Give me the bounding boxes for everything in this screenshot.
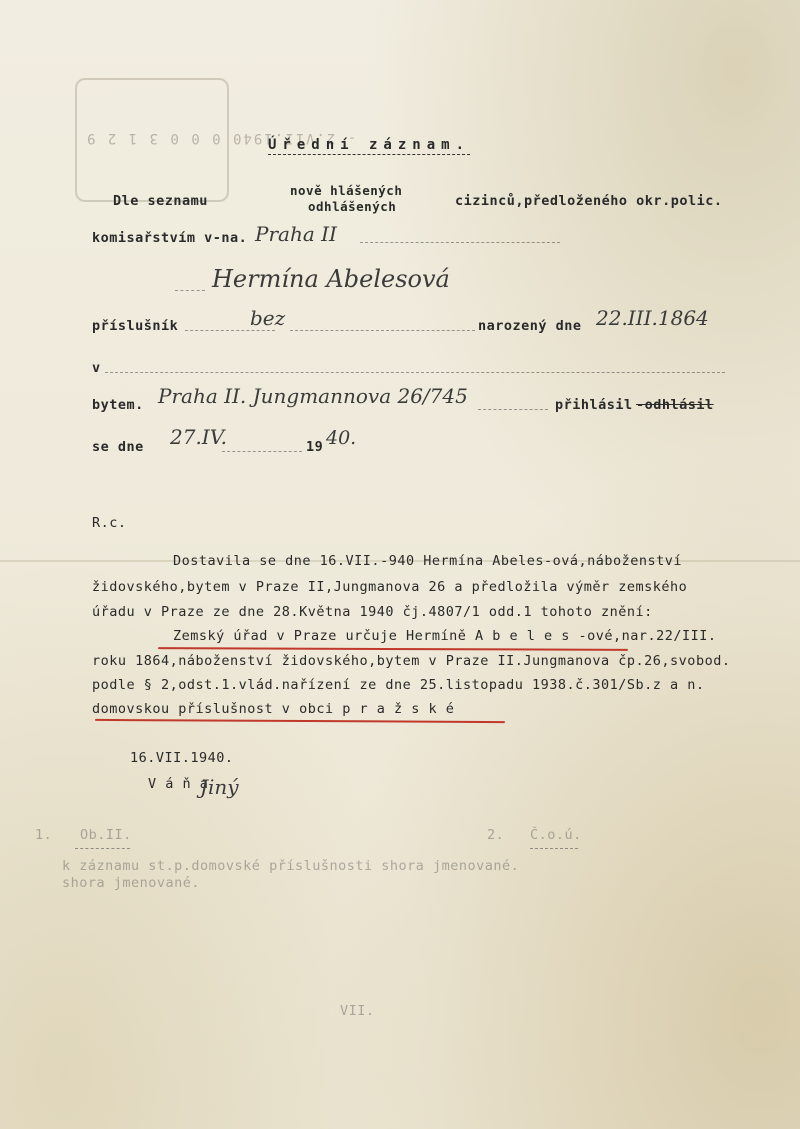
commissariat-label: komisařstvím v-na. — [92, 230, 248, 246]
footer-number-1: 1. — [35, 827, 53, 843]
residence-handwritten: Praha II. Jungmannova 26/745 — [158, 384, 468, 408]
closing-date: 16.VII.1940. — [130, 750, 234, 766]
fill-line — [290, 330, 475, 331]
red-underline-2 — [95, 719, 505, 723]
body-line-3: úřadu v Praze ze dne 28.Května 1940 čj.4807/1 odd.1 tohoto znění: — [92, 604, 653, 620]
commissariat-handwritten: Praha II — [255, 222, 337, 246]
red-underline-1 — [158, 647, 628, 651]
footer-dash — [530, 848, 578, 849]
body-line-2: židovského,bytem v Praze II,Jungmanova 26 a předložila výměr zemského — [92, 579, 688, 595]
body-line-6: podle § 2,odst.1.vlád.nařízení ze dne 25.listopadu 1938.č.301/Sb.z a n. — [92, 677, 705, 693]
residence-label: bytem. — [92, 397, 144, 413]
fill-line — [360, 242, 560, 243]
date-label: se dne — [92, 439, 144, 455]
fill-line — [478, 409, 548, 410]
option-removed: odhlášených — [308, 199, 397, 214]
nationality-handwritten: bez — [250, 306, 286, 330]
footer-code-2: Č.o.ú. — [530, 827, 582, 843]
footer-line-1: k záznamu st.p.domovské příslušnosti shora jmenované. — [62, 858, 520, 874]
body-line-5: roku 1864,náboženství židovského,bytem v Praze II.Jungmanova čp.26,svobod. — [92, 653, 731, 669]
fill-line — [222, 451, 302, 452]
page-mark: VII. — [340, 1003, 375, 1019]
year-handwritten: 40. — [326, 427, 357, 449]
body-line-7: domovskou příslušnost v obci p r a ž s k é — [92, 701, 455, 717]
document-title: Úřední záznam. — [268, 137, 471, 153]
option-new: nově hlášených — [290, 183, 403, 198]
signature: Jiný — [200, 775, 239, 799]
born-label: narozený dne — [478, 318, 582, 334]
year-prefix: 19 — [306, 439, 324, 455]
registered-label: přihlásil — [555, 397, 633, 413]
place-label: v — [92, 360, 101, 376]
stamp-text: - 2.VII.1940 0 0 0 3 1 2 9 — [85, 130, 357, 146]
ro-abbrev: R.c. — [92, 515, 127, 531]
body-line-4: Zemský úřad v Praze určuje Hermíně A b e l e s -ové,nar.22/III. — [173, 628, 717, 644]
date-handwritten: 27.IV. — [170, 425, 228, 449]
deregistered-label: -odhlásil — [636, 397, 714, 413]
form-intro: Dle seznamu — [113, 193, 208, 209]
footer-number-2: 2. — [487, 827, 505, 843]
name-handwritten: Hermína Abelesová — [212, 265, 450, 293]
footer-dash — [75, 848, 130, 849]
official-name: V á ň a — [148, 776, 209, 792]
fill-line — [105, 372, 725, 373]
body-line-1: Dostavila se dne 16.VII.-940 Hermína Abeles-ová,náboženství — [173, 553, 683, 569]
fill-line — [175, 290, 205, 291]
footer-line-2: shora jmenované. — [62, 875, 201, 891]
fill-line — [185, 330, 275, 331]
birthdate-handwritten: 22.III.1864 — [596, 306, 709, 330]
form-intro-tail: cizinců,předloženého okr.polic. — [455, 193, 723, 209]
nationality-label: příslušník — [92, 318, 179, 334]
footer-code-1: Ob.II. — [80, 827, 132, 843]
